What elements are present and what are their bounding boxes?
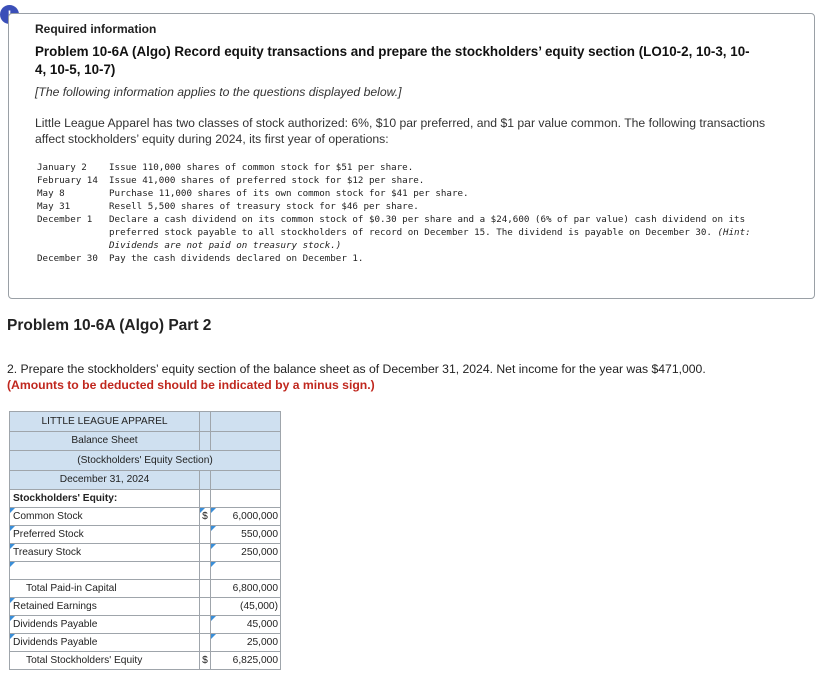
- dollar-sign-cell: [200, 562, 211, 580]
- transaction-row: [37, 174, 777, 187]
- bs-empty-cell: [200, 616, 211, 634]
- dividends-payable-amount-input[interactable]: 45,000: [211, 616, 281, 634]
- retained-earnings-label-input[interactable]: Retained Earnings: [10, 598, 200, 616]
- transaction-row: [37, 252, 777, 265]
- treasury-stock-amount-input[interactable]: 250,000: [211, 544, 281, 562]
- bs-empty-cell: [200, 598, 211, 616]
- bs-header-fill: [211, 431, 281, 451]
- balance-sheet-table: [9, 411, 281, 670]
- transaction-text: Purchase 11,000 shares of its own common stock for $41 per share.: [109, 188, 469, 199]
- bs-header-fill: [200, 412, 211, 432]
- transaction-text-main: Declare a cash dividend on its common stock of $0.30 per share and a $24,600 (6% of par value) cash dividend on its preferred stock payable to all stockholders of record on December 15. The dividend is payable on December 30.: [109, 214, 751, 238]
- treasury-stock-label-input[interactable]: Treasury Stock: [10, 544, 200, 562]
- transaction-row: [37, 187, 777, 200]
- bs-section-label: Stockholders' Equity:: [10, 490, 200, 508]
- bs-empty-cell: [200, 490, 211, 508]
- part-heading: Problem 10-6A (Algo) Part 2: [7, 317, 212, 334]
- transaction-date: May 31: [37, 201, 71, 212]
- transaction-date: February 14: [37, 175, 98, 186]
- blank-label-input[interactable]: [10, 562, 200, 580]
- transaction-date: January 2: [37, 162, 87, 173]
- bs-header-fill: [200, 431, 211, 451]
- total-equity-amount-input[interactable]: 6,825,000: [211, 652, 281, 670]
- transaction-text: Resell 5,500 shares of treasury stock for $46 per share.: [109, 201, 419, 212]
- required-info-heading: Required information: [35, 22, 157, 36]
- dollar-sign-cell: [200, 544, 211, 562]
- problem-intro: Little League Apparel has two classes of stock authorized: 6%, $10 par preferred, and $1 par value common. The following transactions affect stockholders’ equity during 2024, its first year of operations:: [35, 116, 766, 146]
- transactions-list: [37, 161, 777, 265]
- dollar-sign-cell: [200, 526, 211, 544]
- dollar-sign-input[interactable]: $: [200, 508, 211, 526]
- bs-empty-cell: [200, 580, 211, 598]
- transaction-date: December 30: [37, 253, 98, 264]
- transaction-hint: (Hint: Dividends are not paid on treasury stock.): [109, 227, 757, 251]
- common-stock-amount-input[interactable]: 6,000,000: [211, 508, 281, 526]
- part-instruction: [7, 362, 807, 393]
- total-paid-in-amount-input[interactable]: 6,800,000: [211, 580, 281, 598]
- bs-empty-cell: [200, 634, 211, 652]
- bs-header-fill: [211, 412, 281, 432]
- total-paid-in-label: Total Paid-in Capital: [10, 580, 200, 598]
- problem-title: Problem 10-6A (Algo) Record equity transactions and prepare the stockholders’ equity section (LO10-2, 10-3, 10-4, 10-5, 10-7): [35, 44, 750, 77]
- instruction-warning: (Amounts to be deducted should be indicated by a minus sign.): [7, 377, 375, 392]
- instruction-text: 2. Prepare the stockholders’ equity section of the balance sheet as of December 31, 2024. Net income for the year was $471,000.: [7, 362, 706, 376]
- blank-amount-input[interactable]: [211, 562, 281, 580]
- transaction-row: [37, 200, 777, 213]
- preferred-stock-label-input[interactable]: Preferred Stock: [10, 526, 200, 544]
- transaction-text: Issue 41,000 shares of preferred stock for $12 per share.: [109, 175, 425, 186]
- transaction-text: [109, 213, 777, 252]
- dividends-payable-amount-input[interactable]: 25,000: [211, 634, 281, 652]
- transaction-date: December 1: [37, 214, 93, 225]
- dividends-payable-label-input[interactable]: Dividends Payable: [10, 616, 200, 634]
- transaction-date: May 8: [37, 188, 65, 199]
- preferred-stock-amount-input[interactable]: 550,000: [211, 526, 281, 544]
- transaction-row: [37, 161, 777, 174]
- dollar-sign-cell: $: [200, 652, 211, 670]
- bs-header-company: LITTLE LEAGUE APPAREL: [10, 412, 200, 432]
- info-note: [The following information applies to the questions displayed below.]: [35, 85, 402, 99]
- bs-empty-cell: [211, 490, 281, 508]
- bs-header-fill: [200, 470, 211, 490]
- transaction-text: Pay the cash dividends declared on December 1.: [109, 253, 364, 264]
- retained-earnings-amount-input[interactable]: (45,000): [211, 598, 281, 616]
- bs-header-title: Balance Sheet: [10, 431, 200, 451]
- bs-header-fill: [211, 470, 281, 490]
- bs-header-date: December 31, 2024: [10, 470, 200, 490]
- dividends-payable-label-input[interactable]: Dividends Payable: [10, 634, 200, 652]
- transaction-text: Issue 110,000 shares of common stock for $51 per share.: [109, 162, 414, 173]
- bs-header-section: (Stockholders' Equity Section): [10, 451, 281, 471]
- transaction-row: [37, 213, 777, 252]
- common-stock-label-input[interactable]: Common Stock: [10, 508, 200, 526]
- total-equity-label: Total Stockholders' Equity: [10, 652, 200, 670]
